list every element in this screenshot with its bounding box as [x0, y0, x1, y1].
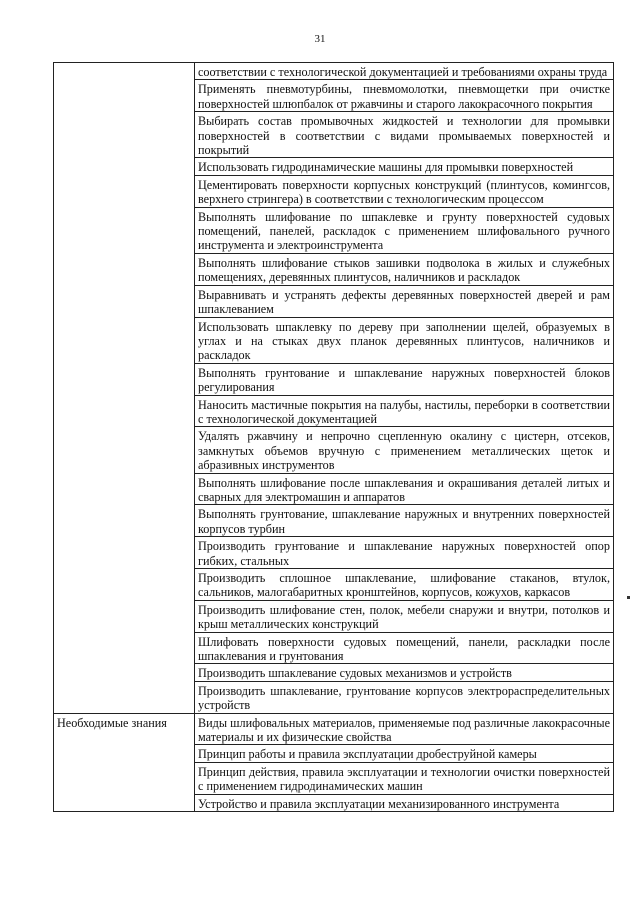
skill-item: Производить шлифование стен, полок, мебели снаружи и внутри, потолков и крыш металлических конструкций	[195, 600, 614, 632]
knowledge-item: Принцип работы и правила эксплуатации дробеструйной камеры	[195, 745, 614, 762]
page-number: 31	[314, 33, 326, 45]
skill-item: Производить сплошное шпаклевание, шлифование стаканов, втулок, сальников, малогабаритных кронштейнов, корпусов, кожухов, каркасов	[195, 569, 614, 601]
table-row	[54, 63, 614, 80]
skill-item: Удалять ржавчину и непрочно сцепленную окалину с цистерн, отсеков, замкнутых объемов вручную с применением металлических щеток и абразивных инструментов	[195, 427, 614, 473]
competency-table	[53, 62, 614, 812]
skill-item: Использовать гидродинамические машины для промывки поверхностей	[195, 158, 614, 175]
skill-item: Шлифовать поверхности судовых помещений, панели, раскладки после шпаклевания и грунтования	[195, 632, 614, 664]
skill-item: Производить шпаклевание, грунтование корпусов электрораспределительных устройств	[195, 681, 614, 713]
table-row	[54, 713, 614, 745]
skill-item: соответствии с технологической документацией и требованиями охраны труда	[195, 63, 614, 80]
knowledge-item: Принцип действия, правила эксплуатации и технологии очистки поверхностей с применением гидродинамических машин	[195, 762, 614, 794]
skill-item: Использовать шпаклевку по дереву при заполнении щелей, образуемых в углах и на стыках двух планок деревянных плинтусов, наличников и раскладок	[195, 317, 614, 363]
skill-item: Наносить мастичные покрытия на палубы, настилы, переборки в соответствии с технологической документацией	[195, 395, 614, 427]
skill-item: Выравнивать и устранять дефекты деревянных поверхностей дверей и рам шпаклеванием	[195, 285, 614, 317]
skill-item: Выполнять шлифование по шпаклевке и грунту поверхностей судовых помещений, панелей, раскладок с применением шлифовального ручного инструмента и электроинструмента	[195, 207, 614, 253]
skills-label-cell	[54, 63, 195, 714]
skill-item: Производить шпаклевание судовых механизмов и устройств	[195, 664, 614, 681]
knowledge-item: Виды шлифовальных материалов, применяемые под различные лакокрасочные материалы и их физические свойства	[195, 713, 614, 745]
skill-item: Выполнять шлифование стыков зашивки подволока в жилых и служебных помещениях, деревянных плинтусов, наличников и раскладок	[195, 253, 614, 285]
skill-item: Выполнять грунтование, шпаклевание наружных и внутренних поверхностей корпусов турбин	[195, 505, 614, 537]
scan-mark	[627, 596, 630, 599]
skill-item: Применять пневмотурбины, пневмомолотки, пневмощетки при очистке поверхностей шлюпбалок от ржавчины и старого лакокрасочного покрытия	[195, 80, 614, 112]
knowledge-label: Необходимые знания	[54, 713, 195, 811]
skill-item: Выполнять шлифование после шпаклевания и окрашивания деталей литых и сварных для электромашин и аппаратов	[195, 473, 614, 505]
skill-item: Цементировать поверхности корпусных конструкций (плинтусов, комингсов, верхнего стрингера) в соответствии с технологическим процессом	[195, 175, 614, 207]
skill-item: Выполнять грунтование и шпаклевание наружных поверхностей блоков регулирования	[195, 363, 614, 395]
skill-item: Производить грунтование и шпаклевание наружных поверхностей опор гибких, стальных	[195, 537, 614, 569]
knowledge-item: Устройство и правила эксплуатации механизированного инструмента	[195, 794, 614, 811]
skill-item: Выбирать состав промывочных жидкостей и технологии для промывки поверхностей в соответствии с видами промываемых поверхностей и покрытий	[195, 112, 614, 158]
